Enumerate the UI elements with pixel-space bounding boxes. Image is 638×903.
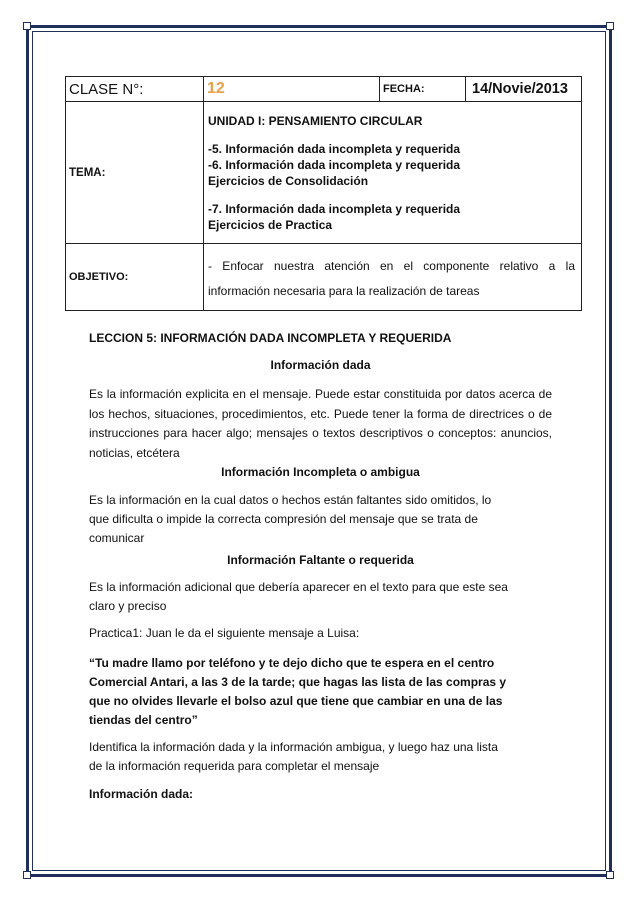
lesson-title: LECCION 5: INFORMACIÓN DADA INCOMPLETA Y REQUERIDA — [89, 331, 452, 345]
paragraph-incompleta-line1: Es la información en la cual datos o hechos están faltantes sido omitidos, lo — [89, 493, 492, 507]
paragraph-incompleta-line3: comunicar — [89, 531, 145, 545]
instruction-line2: de la información requerida para completar el mensaje — [89, 759, 380, 773]
paragraph-faltante-line2: claro y preciso — [89, 599, 167, 613]
quote-line2: Comercial Antari, a las 3 de la tarde; que hagas las lista de las compras y — [89, 675, 507, 689]
fecha-label: FECHA: — [380, 77, 466, 102]
corner-ornament-top-left — [21, 20, 33, 32]
paragraph-informacion-dada: Es la información explicita en el mensaje. Puede estar constituida por datos acerca de los hechos, situaciones, procedimientos, etc. Puede tener la forma de directrices o de instrucciones para hacer algo; mensajes o textos descriptivos o conceptos: anuncios, noticias, etcétera — [89, 387, 552, 460]
instruction-line1: Identifica la información dada y la información ambigua, y luego haz una lista — [89, 740, 498, 754]
tema-topic-7: -7. Información dada incompleta y requerida — [208, 201, 461, 216]
class-header-table — [65, 76, 582, 311]
subtitle-informacion-dada: Información dada — [270, 358, 371, 372]
corner-ornament-bottom-left — [21, 869, 33, 881]
tema-topic-6-sub: Ejercicios de Consolidación — [208, 173, 369, 188]
corner-ornament-bottom-right — [604, 869, 616, 881]
tema-topic-6: -6. Información dada incompleta y requerida — [208, 157, 461, 172]
subtitle-informacion-incompleta: Información Incompleta o ambigua — [221, 465, 420, 479]
fecha-value: 14/Novie/2013 — [466, 77, 582, 102]
tema-label: TEMA: — [66, 102, 204, 244]
objetivo-label: OBJETIVO: — [66, 244, 204, 311]
clase-number: 12 — [204, 77, 380, 102]
tema-topic-5: -5. Información dada incompleta y requerida — [208, 141, 461, 156]
subtitle-informacion-faltante: Información Faltante o requerida — [227, 553, 414, 567]
quote-line3: que no olvides llevarle el bolso azul que tiene que cambiar en una de las — [89, 694, 503, 708]
objetivo-text: - Enfocar nuestra atención en el componente relativo a la información necesaria para la realización de tareas — [204, 244, 582, 311]
quote-line4: tiendas del centro” — [89, 713, 198, 727]
paragraph-incompleta-line2: que dificulta o impide la correcta compresión del mensaje que se trata de — [89, 512, 478, 526]
tema-topic-7-sub: Ejercicios de Practica — [208, 217, 333, 232]
paragraph-faltante-line1: Es la información adicional que debería aparecer en el texto para que este sea — [89, 580, 508, 594]
quote-line1: “Tu madre llamo por teléfono y te dejo dicho que te espera en el centro — [89, 656, 495, 670]
tema-content — [204, 102, 582, 244]
clase-label: CLASE N°: — [66, 77, 204, 102]
informacion-dada-heading: Información dada: — [89, 787, 194, 801]
practica-intro: Practica1: Juan le da el siguiente mensaje a Luisa: — [89, 626, 360, 640]
corner-ornament-top-right — [604, 20, 616, 32]
tema-unidad: UNIDAD I: PENSAMIENTO CIRCULAR — [208, 113, 423, 128]
